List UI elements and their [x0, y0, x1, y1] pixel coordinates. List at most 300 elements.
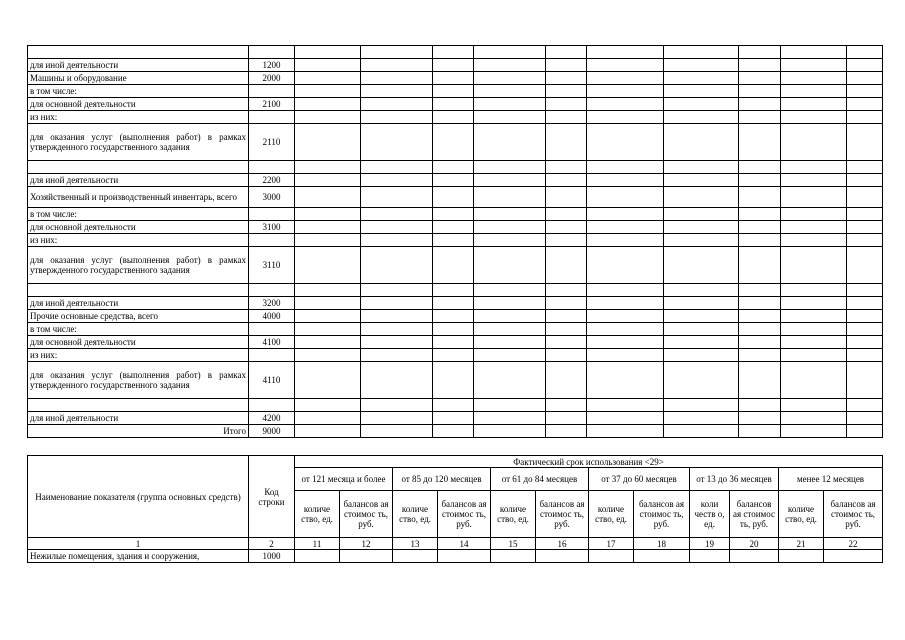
- value-cell[interactable]: [361, 174, 433, 187]
- value-cell[interactable]: [474, 284, 546, 297]
- value-cell[interactable]: [474, 221, 546, 234]
- header-name-column: Наименование показателя (группа основных средств): [28, 456, 249, 538]
- value-cell[interactable]: [536, 550, 589, 563]
- value-cell[interactable]: [739, 59, 781, 72]
- value-cell[interactable]: [474, 208, 546, 221]
- period-header: от 85 до 120 месяцев: [393, 468, 491, 491]
- value-cell[interactable]: [847, 425, 883, 438]
- column-number: 19: [690, 538, 730, 550]
- value-cell[interactable]: [847, 124, 883, 161]
- value-cell[interactable]: [295, 221, 361, 234]
- value-cell[interactable]: [781, 174, 847, 187]
- value-cell[interactable]: [739, 284, 781, 297]
- value-cell[interactable]: [587, 46, 664, 59]
- value-cell[interactable]: [739, 46, 781, 59]
- value-cell[interactable]: [361, 124, 433, 161]
- value-cell[interactable]: [664, 174, 739, 187]
- value-cell[interactable]: [433, 72, 474, 85]
- value-cell[interactable]: [474, 310, 546, 323]
- value-cell[interactable]: [587, 72, 664, 85]
- value-cell[interactable]: [295, 362, 361, 399]
- sub-header-value: балансов ая стоимос ть, руб.: [634, 491, 690, 538]
- value-cell[interactable]: [433, 124, 474, 161]
- value-cell[interactable]: [847, 399, 883, 412]
- value-cell[interactable]: [781, 362, 847, 399]
- sub-header-quantity: количе ство, ед.: [779, 491, 824, 538]
- period-header: от 37 до 60 месяцев: [589, 468, 690, 491]
- table-row: [28, 323, 883, 336]
- value-cell[interactable]: [847, 174, 883, 187]
- value-cell[interactable]: [433, 59, 474, 72]
- value-cell[interactable]: [664, 46, 739, 59]
- value-cell[interactable]: [739, 111, 781, 124]
- value-cell[interactable]: [491, 550, 536, 563]
- value-cell[interactable]: [781, 399, 847, 412]
- value-cell[interactable]: [546, 362, 587, 399]
- value-cell[interactable]: [781, 323, 847, 336]
- value-cell[interactable]: [781, 85, 847, 98]
- value-cell[interactable]: [781, 297, 847, 310]
- value-cell[interactable]: [361, 336, 433, 349]
- value-cell[interactable]: [739, 349, 781, 362]
- value-cell[interactable]: [546, 247, 587, 284]
- table-row: [28, 221, 883, 234]
- value-cell[interactable]: [847, 412, 883, 425]
- row-name: [28, 284, 249, 297]
- value-cell[interactable]: [433, 399, 474, 412]
- value-cell[interactable]: [474, 234, 546, 247]
- value-cell[interactable]: [474, 349, 546, 362]
- value-cell[interactable]: [781, 98, 847, 111]
- value-cell[interactable]: [739, 187, 781, 208]
- value-cell[interactable]: [546, 297, 587, 310]
- value-cell[interactable]: [433, 362, 474, 399]
- value-cell[interactable]: [546, 46, 587, 59]
- value-cell[interactable]: [664, 234, 739, 247]
- value-cell[interactable]: [361, 284, 433, 297]
- value-cell[interactable]: [295, 161, 361, 174]
- value-cell[interactable]: [361, 234, 433, 247]
- value-cell[interactable]: [847, 161, 883, 174]
- value-cell[interactable]: [587, 85, 664, 98]
- value-cell[interactable]: [781, 187, 847, 208]
- value-cell[interactable]: [393, 550, 438, 563]
- value-cell[interactable]: [295, 297, 361, 310]
- value-cell[interactable]: [295, 323, 361, 336]
- value-cell[interactable]: [361, 362, 433, 399]
- value-cell[interactable]: [295, 425, 361, 438]
- value-cell[interactable]: [546, 336, 587, 349]
- value-cell[interactable]: [589, 550, 634, 563]
- row-code: [249, 234, 295, 247]
- value-cell[interactable]: [664, 297, 739, 310]
- value-cell[interactable]: [361, 59, 433, 72]
- sub-header-quantity: количе ство, ед.: [491, 491, 536, 538]
- sub-header-quantity: количе ство, ед.: [393, 491, 438, 538]
- value-cell[interactable]: [433, 412, 474, 425]
- value-cell[interactable]: [781, 161, 847, 174]
- value-cell[interactable]: [847, 247, 883, 284]
- row-code: 4100: [249, 336, 295, 349]
- value-cell[interactable]: [587, 247, 664, 284]
- row-code: 3000: [249, 187, 295, 208]
- value-cell[interactable]: [433, 234, 474, 247]
- sub-header-value: балансов ая стоимос ть, руб.: [438, 491, 491, 538]
- value-cell[interactable]: [433, 187, 474, 208]
- value-cell[interactable]: [474, 336, 546, 349]
- value-cell[interactable]: [295, 550, 340, 563]
- value-cell[interactable]: [587, 187, 664, 208]
- value-cell[interactable]: [847, 297, 883, 310]
- value-cell[interactable]: [664, 362, 739, 399]
- value-cell[interactable]: [664, 221, 739, 234]
- value-cell[interactable]: [664, 323, 739, 336]
- value-cell[interactable]: [361, 187, 433, 208]
- value-cell[interactable]: [587, 174, 664, 187]
- value-cell[interactable]: [664, 72, 739, 85]
- value-cell[interactable]: [587, 412, 664, 425]
- value-cell[interactable]: [361, 208, 433, 221]
- row-name: в том числе:: [28, 208, 249, 221]
- value-cell[interactable]: [361, 310, 433, 323]
- value-cell[interactable]: [546, 187, 587, 208]
- value-cell[interactable]: [474, 111, 546, 124]
- value-cell[interactable]: [847, 323, 883, 336]
- value-cell[interactable]: [739, 234, 781, 247]
- value-cell[interactable]: [587, 399, 664, 412]
- value-cell[interactable]: [847, 98, 883, 111]
- column-number: 20: [730, 538, 779, 550]
- value-cell[interactable]: [546, 124, 587, 161]
- value-cell[interactable]: [739, 72, 781, 85]
- usage-period-table: [27, 455, 883, 563]
- row-code: [249, 111, 295, 124]
- row-name: [28, 161, 249, 174]
- value-cell[interactable]: [546, 284, 587, 297]
- value-cell[interactable]: [664, 111, 739, 124]
- value-cell[interactable]: [295, 208, 361, 221]
- value-cell[interactable]: [433, 85, 474, 98]
- value-cell[interactable]: [361, 425, 433, 438]
- column-number: 12: [340, 538, 393, 550]
- value-cell[interactable]: [433, 98, 474, 111]
- value-cell[interactable]: [433, 247, 474, 284]
- value-cell[interactable]: [739, 208, 781, 221]
- value-cell[interactable]: [474, 161, 546, 174]
- value-cell[interactable]: [295, 412, 361, 425]
- value-cell[interactable]: [433, 425, 474, 438]
- value-cell[interactable]: [587, 111, 664, 124]
- value-cell[interactable]: [433, 111, 474, 124]
- sub-header-value: балансов ая стоимос ть, руб.: [730, 491, 779, 538]
- value-cell[interactable]: [587, 310, 664, 323]
- value-cell[interactable]: [361, 161, 433, 174]
- value-cell[interactable]: [739, 174, 781, 187]
- value-cell[interactable]: [664, 187, 739, 208]
- row-code: [249, 284, 295, 297]
- table-row: [28, 161, 883, 174]
- value-cell[interactable]: [587, 208, 664, 221]
- value-cell[interactable]: [361, 72, 433, 85]
- value-cell[interactable]: [634, 550, 690, 563]
- value-cell[interactable]: [433, 208, 474, 221]
- value-cell[interactable]: [587, 323, 664, 336]
- row-code: 3200: [249, 297, 295, 310]
- column-number: 13: [393, 538, 438, 550]
- value-cell[interactable]: [781, 234, 847, 247]
- value-cell[interactable]: [587, 336, 664, 349]
- table-row: [28, 98, 883, 111]
- value-cell[interactable]: [361, 111, 433, 124]
- value-cell[interactable]: [664, 336, 739, 349]
- value-cell[interactable]: [664, 310, 739, 323]
- value-cell[interactable]: [295, 349, 361, 362]
- value-cell[interactable]: [295, 336, 361, 349]
- value-cell[interactable]: [739, 412, 781, 425]
- value-cell[interactable]: [433, 349, 474, 362]
- value-cell[interactable]: [474, 323, 546, 336]
- value-cell[interactable]: [295, 399, 361, 412]
- value-cell[interactable]: [587, 349, 664, 362]
- value-cell[interactable]: [295, 72, 361, 85]
- value-cell[interactable]: [781, 412, 847, 425]
- value-cell[interactable]: [433, 323, 474, 336]
- value-cell[interactable]: [433, 310, 474, 323]
- value-cell[interactable]: [664, 425, 739, 438]
- value-cell[interactable]: [361, 412, 433, 425]
- value-cell[interactable]: [587, 234, 664, 247]
- value-cell[interactable]: [546, 59, 587, 72]
- period-header: от 121 месяца и более: [295, 468, 393, 491]
- value-cell[interactable]: [474, 59, 546, 72]
- value-cell[interactable]: [664, 349, 739, 362]
- value-cell[interactable]: [295, 98, 361, 111]
- value-cell[interactable]: [781, 59, 847, 72]
- value-cell[interactable]: [546, 98, 587, 111]
- column-number: 14: [438, 538, 491, 550]
- value-cell[interactable]: [438, 550, 491, 563]
- value-cell[interactable]: [781, 46, 847, 59]
- value-cell[interactable]: [781, 124, 847, 161]
- row-name: [28, 46, 249, 59]
- value-cell[interactable]: [664, 98, 739, 111]
- value-cell[interactable]: [361, 221, 433, 234]
- row-code: [249, 46, 295, 59]
- value-cell[interactable]: [781, 111, 847, 124]
- value-cell[interactable]: [474, 187, 546, 208]
- value-cell[interactable]: [546, 72, 587, 85]
- value-cell[interactable]: [664, 412, 739, 425]
- value-cell[interactable]: [546, 425, 587, 438]
- value-cell[interactable]: [361, 46, 433, 59]
- value-cell[interactable]: [295, 310, 361, 323]
- column-number: 22: [824, 538, 883, 550]
- value-cell[interactable]: [781, 247, 847, 284]
- row-code: 1000: [249, 550, 295, 563]
- value-cell[interactable]: [779, 550, 824, 563]
- value-cell[interactable]: [739, 124, 781, 161]
- value-cell[interactable]: [847, 221, 883, 234]
- value-cell[interactable]: [739, 399, 781, 412]
- value-cell[interactable]: [587, 284, 664, 297]
- value-cell[interactable]: [587, 425, 664, 438]
- value-cell[interactable]: [664, 59, 739, 72]
- value-cell[interactable]: [847, 72, 883, 85]
- value-cell[interactable]: [295, 234, 361, 247]
- value-cell[interactable]: [824, 550, 883, 563]
- value-cell[interactable]: [433, 297, 474, 310]
- value-cell[interactable]: [433, 221, 474, 234]
- value-cell[interactable]: [474, 362, 546, 399]
- table-row: [28, 399, 883, 412]
- value-cell[interactable]: [739, 221, 781, 234]
- value-cell[interactable]: [739, 98, 781, 111]
- value-cell[interactable]: [546, 399, 587, 412]
- value-cell[interactable]: [664, 247, 739, 284]
- value-cell[interactable]: [587, 59, 664, 72]
- value-cell[interactable]: [546, 349, 587, 362]
- value-cell[interactable]: [847, 59, 883, 72]
- table-row: [28, 187, 883, 208]
- value-cell[interactable]: [781, 208, 847, 221]
- row-name: Прочие основные средства, всего: [28, 310, 249, 323]
- value-cell[interactable]: [433, 336, 474, 349]
- table-row: [28, 297, 883, 310]
- value-cell[interactable]: [361, 349, 433, 362]
- value-cell[interactable]: [847, 284, 883, 297]
- value-cell[interactable]: [546, 161, 587, 174]
- value-cell[interactable]: [690, 550, 730, 563]
- value-cell[interactable]: [739, 425, 781, 438]
- value-cell[interactable]: [781, 221, 847, 234]
- value-cell[interactable]: [587, 98, 664, 111]
- value-cell[interactable]: [474, 412, 546, 425]
- value-cell[interactable]: [730, 550, 779, 563]
- sub-header-value: балансов ая стоимос ть, руб.: [536, 491, 589, 538]
- row-code: 4200: [249, 412, 295, 425]
- value-cell[interactable]: [546, 111, 587, 124]
- value-cell[interactable]: [739, 161, 781, 174]
- value-cell[interactable]: [546, 310, 587, 323]
- row-name: Хозяйственный и производственный инвентарь, всего: [28, 187, 249, 208]
- value-cell[interactable]: [474, 399, 546, 412]
- sub-header-value: балансов ая стоимос ть, руб.: [824, 491, 883, 538]
- value-cell[interactable]: [847, 362, 883, 399]
- value-cell[interactable]: [433, 161, 474, 174]
- value-cell[interactable]: [587, 362, 664, 399]
- value-cell[interactable]: [587, 124, 664, 161]
- value-cell[interactable]: [361, 323, 433, 336]
- value-cell[interactable]: [474, 46, 546, 59]
- value-cell[interactable]: [781, 310, 847, 323]
- value-cell[interactable]: [546, 85, 587, 98]
- value-cell[interactable]: [433, 174, 474, 187]
- value-cell[interactable]: [847, 111, 883, 124]
- table-row: [28, 46, 883, 59]
- table-row: [28, 425, 883, 438]
- value-cell[interactable]: [664, 124, 739, 161]
- value-cell[interactable]: [295, 187, 361, 208]
- value-cell[interactable]: [546, 174, 587, 187]
- value-cell[interactable]: [474, 174, 546, 187]
- value-cell[interactable]: [664, 284, 739, 297]
- value-cell[interactable]: [587, 297, 664, 310]
- value-cell[interactable]: [295, 124, 361, 161]
- table-row: [28, 234, 883, 247]
- value-cell[interactable]: [295, 46, 361, 59]
- row-name: из них:: [28, 349, 249, 362]
- value-cell[interactable]: [847, 85, 883, 98]
- value-cell[interactable]: [361, 297, 433, 310]
- value-cell[interactable]: [361, 399, 433, 412]
- value-cell[interactable]: [474, 247, 546, 284]
- value-cell[interactable]: [361, 98, 433, 111]
- value-cell[interactable]: [474, 425, 546, 438]
- value-cell[interactable]: [361, 85, 433, 98]
- value-cell[interactable]: [847, 310, 883, 323]
- value-cell[interactable]: [847, 349, 883, 362]
- value-cell[interactable]: [781, 336, 847, 349]
- value-cell[interactable]: [739, 247, 781, 284]
- value-cell[interactable]: [433, 284, 474, 297]
- value-cell[interactable]: [847, 46, 883, 59]
- value-cell[interactable]: [546, 412, 587, 425]
- value-cell[interactable]: [847, 234, 883, 247]
- row-code: [249, 208, 295, 221]
- value-cell[interactable]: [340, 550, 393, 563]
- value-cell[interactable]: [295, 247, 361, 284]
- value-cell[interactable]: [587, 161, 664, 174]
- value-cell[interactable]: [664, 208, 739, 221]
- value-cell[interactable]: [739, 323, 781, 336]
- value-cell[interactable]: [295, 111, 361, 124]
- value-cell[interactable]: [847, 208, 883, 221]
- value-cell[interactable]: [546, 221, 587, 234]
- row-code: 3100: [249, 221, 295, 234]
- value-cell[interactable]: [546, 323, 587, 336]
- value-cell[interactable]: [781, 349, 847, 362]
- value-cell[interactable]: [664, 399, 739, 412]
- value-cell[interactable]: [847, 187, 883, 208]
- value-cell[interactable]: [739, 297, 781, 310]
- value-cell[interactable]: [474, 297, 546, 310]
- value-cell[interactable]: [847, 336, 883, 349]
- row-name: Итого: [28, 425, 249, 438]
- value-cell[interactable]: [739, 85, 781, 98]
- value-cell[interactable]: [781, 72, 847, 85]
- value-cell[interactable]: [295, 59, 361, 72]
- value-cell[interactable]: [361, 247, 433, 284]
- value-cell[interactable]: [739, 336, 781, 349]
- value-cell[interactable]: [546, 208, 587, 221]
- value-cell[interactable]: [664, 85, 739, 98]
- value-cell[interactable]: [664, 161, 739, 174]
- value-cell[interactable]: [587, 221, 664, 234]
- value-cell[interactable]: [433, 46, 474, 59]
- value-cell[interactable]: [295, 85, 361, 98]
- value-cell[interactable]: [474, 124, 546, 161]
- value-cell[interactable]: [474, 85, 546, 98]
- value-cell[interactable]: [474, 72, 546, 85]
- value-cell[interactable]: [295, 284, 361, 297]
- value-cell[interactable]: [295, 174, 361, 187]
- value-cell[interactable]: [739, 310, 781, 323]
- value-cell[interactable]: [781, 284, 847, 297]
- value-cell[interactable]: [781, 425, 847, 438]
- value-cell[interactable]: [546, 234, 587, 247]
- value-cell[interactable]: [474, 98, 546, 111]
- value-cell[interactable]: [739, 362, 781, 399]
